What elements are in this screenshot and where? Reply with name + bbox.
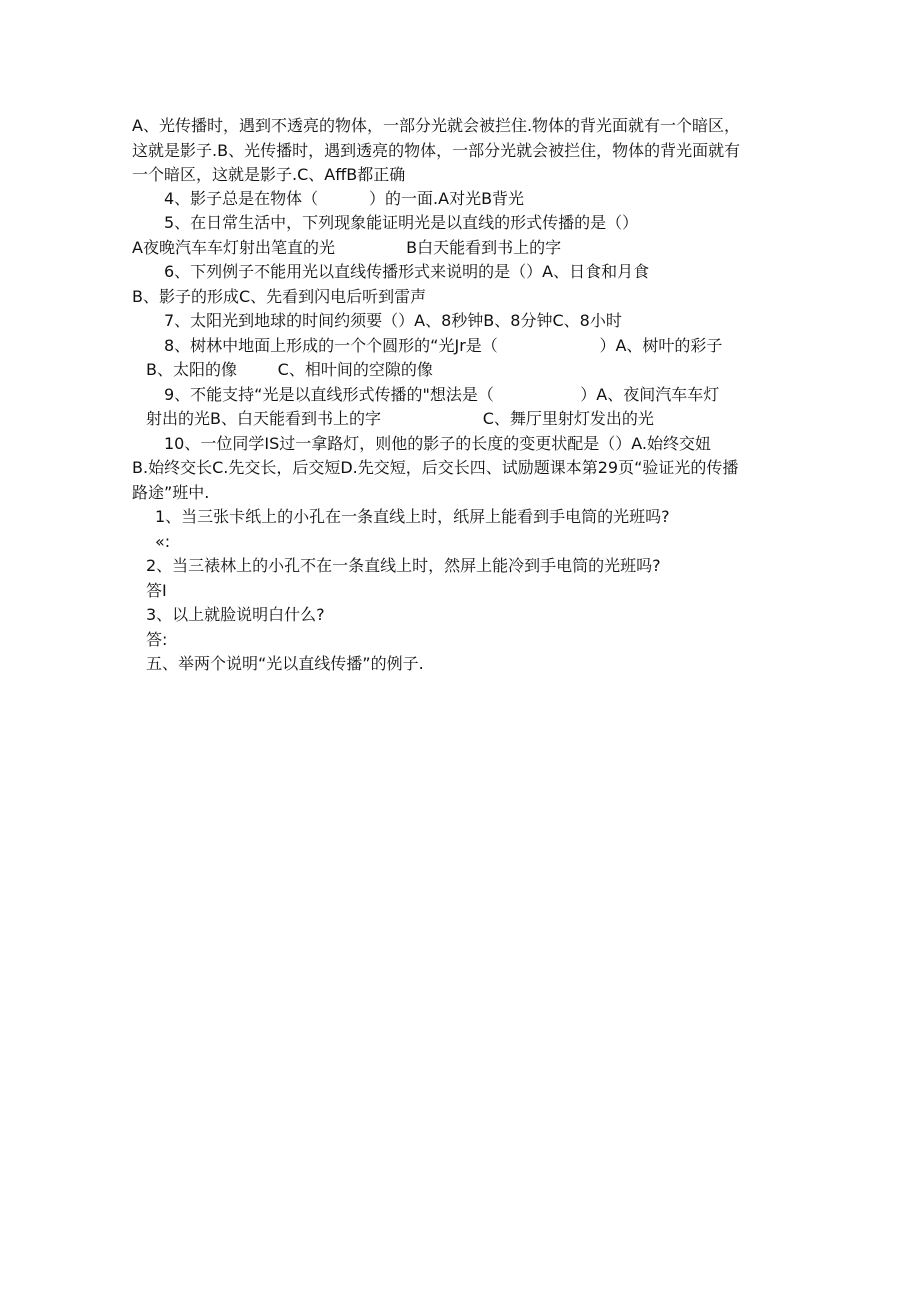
question-10: 10、一位同学IS过一拿路灯，则他的影子的长度的变更状配是（）A.始终交妞 (164, 434, 711, 453)
question-4: 4、影子总是在物体（ ）的一面.A对光B背光 (164, 189, 525, 208)
experiment-answer-1: «: (155, 532, 171, 551)
section-four-continued: 路途”班中. (132, 483, 210, 502)
question-9-options: 射出的光B、白天能看到书上的字 C、舞厅里射灯发出的光 (146, 409, 654, 428)
question-5-options: A夜晚汽车车灯射出笔直的光 B白天能看到书上的字 (132, 238, 562, 257)
option-a-text: A、光传播时，遇到不透亮的物体，一部分光就会被拦住.物体的背光面就有一个暗区， (132, 116, 741, 135)
question-7: 7、太阳光到地球的时间约须要（）A、8秒钟B、8分钟C、8小时 (164, 311, 622, 330)
question-8: 8、树林中地面上形成的一个个圆形的“光Jr是（ ）A、树叶的彩子 (164, 336, 723, 355)
experiment-question-3: 3、以上就脸说明白什么? (146, 605, 325, 624)
section-five-heading: 五、举两个说明“光以直线传播”的例子. (146, 654, 424, 673)
option-c-text: 一个暗区，这就是影子.C、AffB都正确 (132, 165, 406, 184)
experiment-question-2: 2、当三裱林上的小孔不在一条直线上时，然屏上能冷到手电筒的光班吗? (146, 556, 661, 575)
experiment-answer-3: 答: (146, 630, 168, 649)
question-5: 5、在日常生活中，下列现象能证明光是以直线的形式传播的是（） (164, 213, 639, 232)
question-6-options: B、影子的形成C、先看到闪电后听到雷声 (132, 287, 427, 306)
question-9: 9、不能支持“光是以直线形式传播的"想法是（ ）A、夜间汽车车灯 (164, 385, 720, 404)
experiment-answer-2: 答I (146, 581, 167, 600)
question-10-options: B.始终交长C.先交长，后交短D.先交短，后交长四、试励题课本第29页“验证光的传播 (132, 458, 739, 477)
question-6: 6、下列例子不能用光以直线传播形式来说明的是（）A、日食和月食 (164, 262, 650, 281)
option-b-text: 这就是影子.B、光传播时，遇到透亮的物体，一部分光就会被拦住，物体的背光面就有 (132, 141, 741, 160)
experiment-question-1: 1、当三张卡纸上的小孔在一条直线上时，纸屏上能看到手电筒的光班吗? (155, 507, 670, 526)
question-8-options: B、太阳的像 C、相叶间的空隙的像 (146, 360, 433, 379)
